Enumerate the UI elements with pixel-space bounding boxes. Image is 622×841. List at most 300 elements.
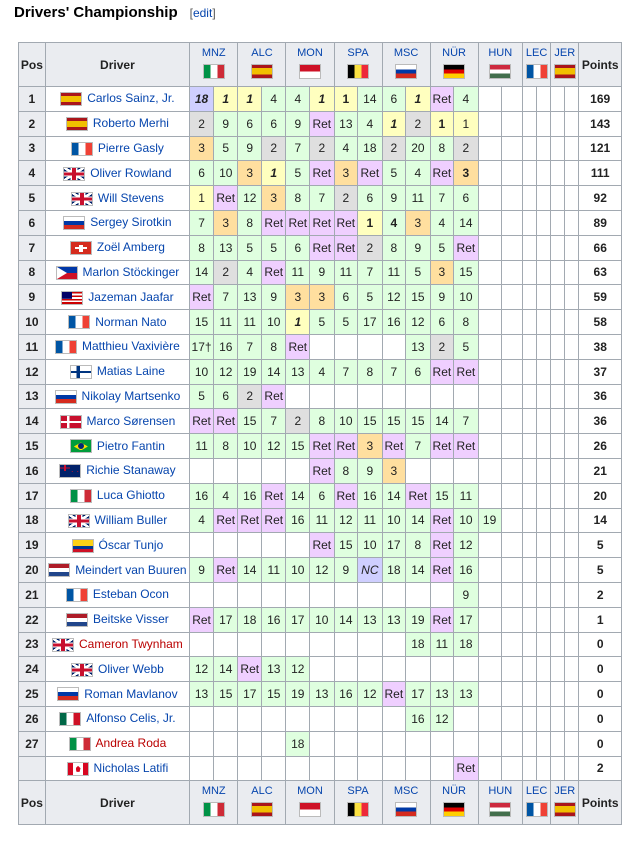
pos-cell: 8 xyxy=(19,260,46,285)
round-header-nür xyxy=(430,43,478,87)
result-cell: 6 xyxy=(406,359,430,384)
driver-cell xyxy=(45,334,189,359)
result-cell: Ret xyxy=(310,161,334,186)
result-cell xyxy=(382,384,406,409)
flag-de-icon xyxy=(443,64,465,79)
driver-header: Driver xyxy=(45,781,189,825)
result-cell xyxy=(286,756,310,781)
result-cell: 12 xyxy=(406,310,430,335)
result-cell xyxy=(522,458,536,483)
result-cell xyxy=(238,533,262,558)
result-cell xyxy=(310,334,334,359)
result-cell: 13 xyxy=(286,359,310,384)
driver-link[interactable]: Will Stevens xyxy=(97,190,164,205)
driver-link[interactable]: Esteban Ocon xyxy=(92,587,169,602)
flag-es-icon xyxy=(60,92,82,106)
result-cell: Ret xyxy=(286,334,310,359)
pos-cell: 15 xyxy=(19,434,46,459)
result-cell: 7 xyxy=(238,334,262,359)
result-cell: 1 xyxy=(406,87,430,112)
round-link-mnz[interactable]: MNZ xyxy=(201,47,226,59)
round-link-nür[interactable]: NÜR xyxy=(442,47,466,59)
result-cell: Ret xyxy=(430,434,454,459)
result-cell xyxy=(358,334,382,359)
pos-cell: 20 xyxy=(19,558,46,583)
result-cell xyxy=(551,607,565,632)
result-cell xyxy=(430,582,454,607)
result-cell: 9 xyxy=(262,285,286,310)
round-link-alc[interactable]: ALC xyxy=(251,47,273,59)
result-cell xyxy=(551,384,565,409)
result-cell: 17 xyxy=(358,310,382,335)
round-link-nür[interactable]: NÜR xyxy=(442,785,466,798)
result-cell xyxy=(478,582,501,607)
flag-hu-icon xyxy=(489,802,511,817)
pos-cell: 23 xyxy=(19,632,46,657)
result-cell xyxy=(334,657,358,682)
points-cell: 89 xyxy=(579,210,622,235)
table-row xyxy=(19,285,622,310)
result-cell: 16 xyxy=(334,682,358,707)
result-cell xyxy=(565,731,579,756)
result-cell xyxy=(501,483,522,508)
table-row xyxy=(19,682,622,707)
round-link-alc[interactable]: ALC xyxy=(251,785,273,798)
result-cell xyxy=(565,111,579,136)
driver-cell xyxy=(45,260,189,285)
result-cell xyxy=(537,731,551,756)
result-cell: 8 xyxy=(358,359,382,384)
result-cell: 1 xyxy=(358,210,382,235)
flag-it-icon xyxy=(203,64,225,79)
result-cell xyxy=(537,359,551,384)
result-cell xyxy=(522,359,536,384)
result-cell: Ret xyxy=(262,483,286,508)
result-cell xyxy=(501,508,522,533)
round-header-lec xyxy=(522,781,550,825)
result-cell: 14 xyxy=(334,607,358,632)
result-cell: 5 xyxy=(286,161,310,186)
table-row xyxy=(19,409,622,434)
table-row xyxy=(19,87,622,112)
flag-es-icon xyxy=(251,802,273,817)
result-cell xyxy=(454,706,478,731)
result-cell: 7 xyxy=(358,260,382,285)
driver-cell xyxy=(45,384,189,409)
points-cell: 36 xyxy=(579,384,622,409)
result-cell: 9 xyxy=(190,558,214,583)
result-cell xyxy=(501,210,522,235)
result-cell: 12 xyxy=(286,657,310,682)
result-cell: Ret xyxy=(262,210,286,235)
driver-link[interactable]: Marlon Stöckinger xyxy=(82,265,180,280)
result-cell: Ret xyxy=(286,210,310,235)
result-cell xyxy=(214,533,238,558)
driver-cell xyxy=(45,161,189,186)
driver-cell xyxy=(45,285,189,310)
driver-link[interactable]: Óscar Tunjo xyxy=(98,537,164,552)
result-cell: 11 xyxy=(286,260,310,285)
result-cell: 10 xyxy=(214,161,238,186)
flag-fi-icon xyxy=(70,365,92,379)
result-cell xyxy=(501,756,522,781)
flag-ru-icon xyxy=(63,216,85,230)
driver-link[interactable]: Roman Mavlanov xyxy=(84,686,178,701)
result-cell: Ret xyxy=(190,285,214,310)
result-cell: 10 xyxy=(238,434,262,459)
result-cell xyxy=(310,632,334,657)
flag-dk-icon xyxy=(60,415,82,429)
result-cell: 14 xyxy=(262,359,286,384)
driver-link[interactable]: Carlos Sainz, Jr. xyxy=(87,91,175,106)
result-cell: 3 xyxy=(238,161,262,186)
pos-cell: 21 xyxy=(19,582,46,607)
result-cell xyxy=(551,87,565,112)
driver-cell xyxy=(45,458,189,483)
result-cell xyxy=(358,706,382,731)
result-cell xyxy=(522,657,536,682)
driver-link[interactable]: Norman Nato xyxy=(95,314,167,329)
result-cell: 2 xyxy=(214,260,238,285)
result-cell: 6 xyxy=(334,285,358,310)
result-cell: 18 xyxy=(358,136,382,161)
result-cell: 2 xyxy=(382,136,406,161)
result-cell: Ret xyxy=(310,111,334,136)
result-cell: 16 xyxy=(190,483,214,508)
round-link-msc[interactable]: MSC xyxy=(393,785,419,798)
flag-be-icon xyxy=(347,64,369,79)
result-cell xyxy=(382,657,406,682)
result-cell: 19 xyxy=(478,508,501,533)
result-cell xyxy=(262,582,286,607)
round-link-hun[interactable]: HUN xyxy=(488,785,513,798)
result-cell: 17 xyxy=(214,607,238,632)
driver-link[interactable]: Oliver Webb xyxy=(97,661,164,676)
result-cell xyxy=(478,632,501,657)
result-cell: 5 xyxy=(454,334,478,359)
result-cell: Ret xyxy=(310,210,334,235)
driver-link[interactable]: Alfonso Celis, Jr. xyxy=(86,711,176,726)
result-cell: 19 xyxy=(406,607,430,632)
result-cell: Ret xyxy=(334,235,358,260)
points-cell: 0 xyxy=(579,682,622,707)
result-cell: Ret xyxy=(262,508,286,533)
table-row xyxy=(19,334,622,359)
result-cell xyxy=(358,632,382,657)
result-cell: Ret xyxy=(430,359,454,384)
result-cell xyxy=(334,731,358,756)
driver-link[interactable]: Andrea Roda xyxy=(95,736,167,751)
result-cell: 17 xyxy=(238,682,262,707)
flag-co-icon xyxy=(72,539,94,553)
result-cell: 8 xyxy=(334,458,358,483)
result-cell xyxy=(537,582,551,607)
result-cell xyxy=(537,607,551,632)
points-cell: 0 xyxy=(579,731,622,756)
result-cell xyxy=(551,285,565,310)
result-cell xyxy=(565,657,579,682)
result-cell xyxy=(565,558,579,583)
pos-cell: 14 xyxy=(19,409,46,434)
result-cell: 2 xyxy=(310,136,334,161)
result-cell: 11 xyxy=(262,558,286,583)
result-cell xyxy=(537,508,551,533)
table-row xyxy=(19,533,622,558)
result-cell xyxy=(522,210,536,235)
pos-cell: 4 xyxy=(19,161,46,186)
result-cell xyxy=(430,384,454,409)
result-cell: Ret xyxy=(238,508,262,533)
round-header-hun xyxy=(478,781,522,825)
result-cell xyxy=(501,582,522,607)
result-cell: Ret xyxy=(430,558,454,583)
result-cell xyxy=(537,434,551,459)
result-cell: 13 xyxy=(334,111,358,136)
result-cell: 14 xyxy=(286,483,310,508)
flag-be-icon xyxy=(347,802,369,817)
header-row xyxy=(19,43,622,87)
result-cell: Ret xyxy=(430,607,454,632)
result-cell: 11 xyxy=(214,310,238,335)
result-cell: 8 xyxy=(430,136,454,161)
driver-link[interactable]: Pierre Gasly xyxy=(97,141,164,156)
result-cell: Ret xyxy=(262,384,286,409)
result-cell xyxy=(358,756,382,781)
result-cell: 1 xyxy=(286,310,310,335)
result-cell xyxy=(565,533,579,558)
driver-link[interactable]: William Buller xyxy=(94,513,168,528)
result-cell: Ret xyxy=(454,434,478,459)
result-cell: 8 xyxy=(454,310,478,335)
result-cell: 7 xyxy=(286,136,310,161)
driver-link[interactable]: Beitske Visser xyxy=(92,612,169,627)
edit-link[interactable]: edit xyxy=(192,6,213,20)
result-cell xyxy=(565,87,579,112)
result-cell xyxy=(501,706,522,731)
result-cell: 11 xyxy=(190,434,214,459)
result-cell: 20 xyxy=(406,136,430,161)
points-header: Points xyxy=(579,43,622,87)
driver-link[interactable]: Oliver Rowland xyxy=(90,165,172,180)
result-cell xyxy=(551,582,565,607)
driver-link[interactable]: Jazeman Jaafar xyxy=(88,289,174,304)
driver-link[interactable]: Cameron Twynham xyxy=(78,637,183,652)
result-cell xyxy=(286,458,310,483)
flag-gb-icon xyxy=(71,192,93,206)
table-row xyxy=(19,706,622,731)
round-link-mnz[interactable]: MNZ xyxy=(201,785,226,798)
points-cell: 5 xyxy=(579,533,622,558)
result-cell: 9 xyxy=(406,235,430,260)
result-cell xyxy=(501,384,522,409)
result-cell: 2 xyxy=(262,136,286,161)
round-link-spa[interactable]: SPA xyxy=(347,785,369,798)
result-cell: Ret xyxy=(214,186,238,211)
driver-link[interactable]: Nikolay Martsenko xyxy=(81,389,181,404)
result-cell: Ret xyxy=(214,508,238,533)
result-cell xyxy=(190,632,214,657)
result-cell: 1 xyxy=(190,186,214,211)
edit-section: [edit] xyxy=(189,6,216,20)
result-cell: 9 xyxy=(382,186,406,211)
result-cell xyxy=(334,632,358,657)
round-header-lec xyxy=(522,43,550,87)
points-cell: 37 xyxy=(579,359,622,384)
result-cell xyxy=(522,483,536,508)
result-cell xyxy=(551,111,565,136)
result-cell xyxy=(537,458,551,483)
result-cell: 14 xyxy=(382,483,406,508)
result-cell xyxy=(565,136,579,161)
result-cell xyxy=(430,458,454,483)
driver-link[interactable]: Nicholas Latifi xyxy=(93,761,169,775)
result-cell xyxy=(565,334,579,359)
points-cell: 38 xyxy=(579,334,622,359)
driver-link[interactable]: Luca Ghiotto xyxy=(96,488,165,503)
points-header: Points xyxy=(579,781,622,825)
result-cell xyxy=(551,409,565,434)
round-link-lec[interactable]: LEC xyxy=(525,785,548,798)
result-cell xyxy=(551,731,565,756)
result-cell: 5 xyxy=(334,310,358,335)
driver-link[interactable]: Roberto Merhi xyxy=(92,116,169,131)
table-row xyxy=(19,607,622,632)
result-cell xyxy=(406,756,430,781)
result-cell xyxy=(551,186,565,211)
round-link-mon[interactable]: MON xyxy=(297,785,323,798)
driver-link[interactable]: Meindert van Buuren xyxy=(75,562,187,577)
result-cell xyxy=(478,706,501,731)
result-cell: Ret xyxy=(238,657,262,682)
result-cell: Ret xyxy=(310,434,334,459)
flag-es-icon xyxy=(66,117,88,131)
flag-es-icon xyxy=(554,802,576,817)
points-cell: 143 xyxy=(579,111,622,136)
driver-link[interactable]: Matias Laine xyxy=(96,364,165,379)
driver-link[interactable]: Marco Sørensen xyxy=(86,413,176,428)
points-cell: 36 xyxy=(579,409,622,434)
driver-cell xyxy=(45,310,189,335)
result-cell: 16 xyxy=(262,607,286,632)
result-cell: 11 xyxy=(430,632,454,657)
round-link-spa[interactable]: SPA xyxy=(347,47,369,59)
driver-cell xyxy=(45,706,189,731)
result-cell: Ret xyxy=(430,87,454,112)
result-cell xyxy=(565,186,579,211)
driver-link[interactable]: Pietro Fantin xyxy=(96,438,165,453)
result-cell: Ret xyxy=(430,533,454,558)
result-cell: Ret xyxy=(382,682,406,707)
result-cell xyxy=(551,508,565,533)
result-cell xyxy=(565,458,579,483)
result-cell xyxy=(334,706,358,731)
result-cell: 12 xyxy=(190,657,214,682)
result-cell xyxy=(537,409,551,434)
driver-link[interactable]: Sergey Sirotkin xyxy=(90,215,172,230)
flag-it-icon xyxy=(70,489,92,503)
round-link-lec[interactable]: LEC xyxy=(525,47,548,59)
result-cell: 2 xyxy=(454,136,478,161)
round-link-hun[interactable]: HUN xyxy=(488,47,513,59)
result-cell xyxy=(565,310,579,335)
flag-br-icon xyxy=(70,439,92,453)
driver-cell xyxy=(45,235,189,260)
result-cell: 11 xyxy=(382,260,406,285)
result-cell: 15 xyxy=(334,533,358,558)
table-row xyxy=(19,186,622,211)
result-cell: 9 xyxy=(214,111,238,136)
result-cell xyxy=(478,359,501,384)
driver-cell xyxy=(45,359,189,384)
result-cell: 9 xyxy=(334,558,358,583)
result-cell xyxy=(478,334,501,359)
result-cell xyxy=(190,458,214,483)
driver-cell xyxy=(45,533,189,558)
result-cell: 14 xyxy=(214,657,238,682)
result-cell: 15 xyxy=(406,285,430,310)
result-cell xyxy=(537,657,551,682)
points-cell: 14 xyxy=(579,508,622,533)
driver-link[interactable]: Richie Stanaway xyxy=(86,463,176,478)
round-header-mon xyxy=(286,43,334,87)
result-cell xyxy=(478,657,501,682)
result-cell xyxy=(382,334,406,359)
points-cell: 0 xyxy=(579,706,622,731)
round-link-jer[interactable]: JER xyxy=(554,785,576,798)
result-cell: 18 xyxy=(238,607,262,632)
result-cell: 4 xyxy=(310,359,334,384)
result-cell xyxy=(478,87,501,112)
table-row xyxy=(19,161,622,186)
pos-cell: 10 xyxy=(19,310,46,335)
result-cell: 4 xyxy=(430,210,454,235)
result-cell xyxy=(238,706,262,731)
result-cell xyxy=(522,607,536,632)
driver-link[interactable]: Zoël Amberg xyxy=(96,240,165,255)
result-cell: 1 xyxy=(238,87,262,112)
result-cell: 12 xyxy=(334,508,358,533)
flag-fr-icon xyxy=(71,142,93,156)
points-cell: 92 xyxy=(579,186,622,211)
result-cell xyxy=(501,434,522,459)
result-cell xyxy=(214,756,238,781)
driver-cell xyxy=(45,210,189,235)
round-link-jer[interactable]: JER xyxy=(554,47,576,59)
driver-link[interactable]: Matthieu Vaxivière xyxy=(81,339,180,354)
result-cell: 16 xyxy=(238,483,262,508)
result-cell: 6 xyxy=(430,310,454,335)
result-cell xyxy=(454,384,478,409)
result-cell xyxy=(522,87,536,112)
table-row xyxy=(19,458,622,483)
result-cell xyxy=(522,706,536,731)
flag-fr-icon xyxy=(55,340,77,354)
result-cell xyxy=(406,657,430,682)
result-cell: 1 xyxy=(454,111,478,136)
driver-cell xyxy=(45,483,189,508)
result-cell xyxy=(551,434,565,459)
result-cell xyxy=(358,384,382,409)
round-link-mon[interactable]: MON xyxy=(297,47,323,59)
result-cell xyxy=(551,260,565,285)
round-link-msc[interactable]: MSC xyxy=(393,47,419,59)
result-cell xyxy=(522,508,536,533)
result-cell: 15 xyxy=(238,409,262,434)
result-cell xyxy=(310,706,334,731)
result-cell xyxy=(522,731,536,756)
result-cell xyxy=(501,87,522,112)
points-cell: 58 xyxy=(579,310,622,335)
